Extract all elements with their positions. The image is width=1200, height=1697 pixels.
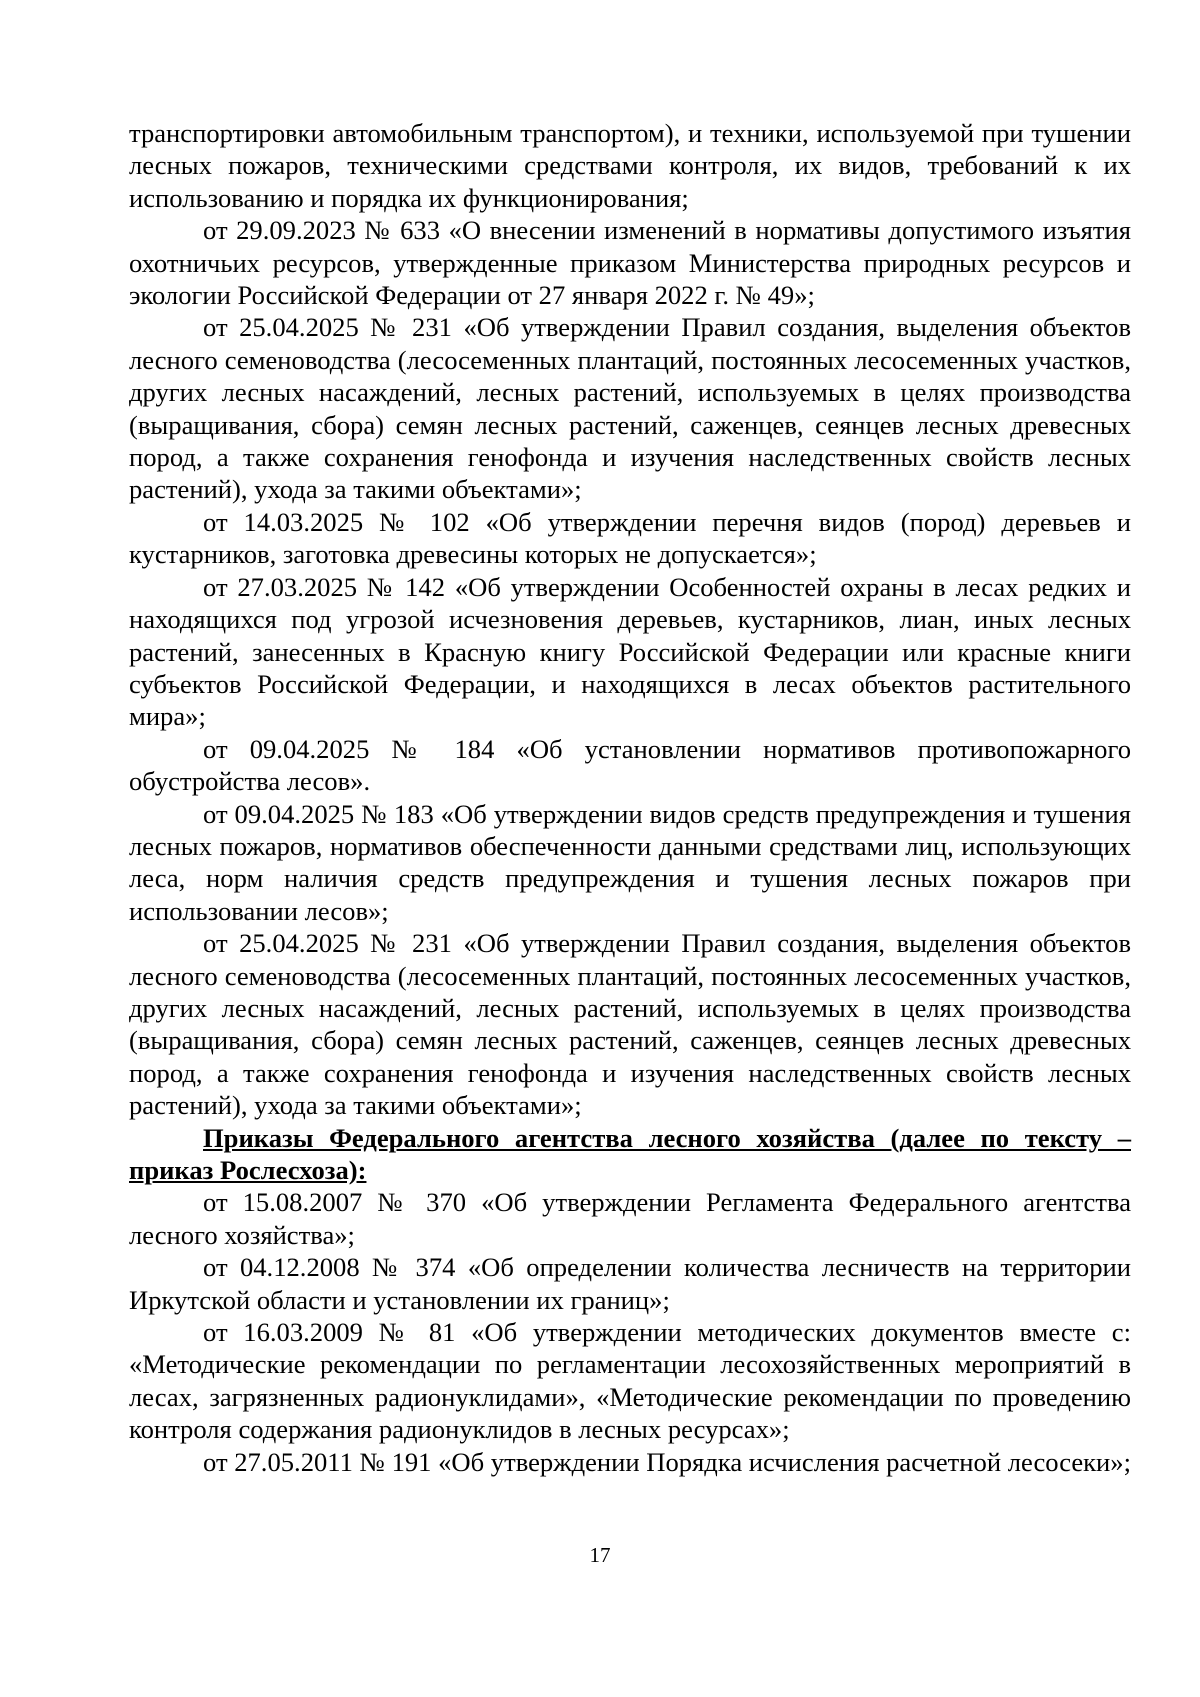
- paragraph-order-231: от 25.04.2025 № 231 «Об утверждении Правил создания, выделения объектов лесного семеноводства (лесосеменных плантаций, постоянных лесосеменных участков, других лесных насаждений, лесных растений, используемых в целях производства (выращивания, сбора) семян лесных растений, саженцев, сеянцев лесных древесных пород, а также сохранения генофонда и изучения наследственных свойств лесных растений), ухода за такими объектами»;: [129, 312, 1131, 505]
- paragraph-order-102: от 14.03.2025 № 102 «Об утверждении перечня видов (пород) деревьев и кустарников, заготовка древесины которых не допускается»;: [129, 506, 1131, 570]
- paragraph-order-191: от 27.05.2011 № 191 «Об утверждении Порядка исчисления расчетной лесосеки»;: [203, 1446, 1131, 1477]
- paragraph-order-633: от 29.09.2023 № 633 «О внесении изменений в нормативы допустимого изъятия охотничьих ресурсов, утвержденные приказом Министерства природных ресурсов и экологии Российской Федерации от 27 января 2022 г. № 49»;: [129, 215, 1131, 311]
- paragraph-order-231-repeat: от 25.04.2025 № 231 «Об утверждении Правил создания, выделения объектов лесного семеноводства (лесосеменных плантаций, постоянных лесосеменных участков, других лесных насаждений, лесных растений, используемых в целях производства (выращивания, сбора) семян лесных растений, саженцев, сеянцев лесных древесных пород, а также сохранения генофонда и изучения наследственных свойств лесных растений), ухода за такими объектами»;: [129, 928, 1131, 1121]
- paragraph-order-374: от 04.12.2008 № 374 «Об определении количества лесничеств на территории Иркутской области и установлении их границ»;: [129, 1252, 1131, 1315]
- paragraph-order-81: от 16.03.2009 № 81 «Об утверждении методических документов вместе с: «Методические рекомендации по регламентации лесохозяйственных мероприятий в лесах, загрязненных радионуклидами», «Методические рекомендации по проведению контроля содержания радионуклидов в лесных ресурсах»;: [129, 1317, 1131, 1445]
- paragraph-order-183: от 09.04.2025 № 183 «Об утверждении видов средств предупреждения и тушения лесных пожаров, нормативов обеспеченности данными средствами лиц, использующих леса, норм наличия средств предупреждения и тушения лесных пожаров при использовании лесов»;: [129, 798, 1131, 926]
- paragraph-order-370: от 15.08.2007 № 370 «Об утверждении Регламента Федерального агентства лесного хозяйства»;: [129, 1187, 1131, 1250]
- paragraph-continued: транспортировки автомобильным транспортом), и техники, используемой при тушении лесных пожаров, техническими средствами контроля, их видов, требований к их использованию и порядка их функционирования;: [129, 118, 1131, 213]
- paragraph-order-184: от 09.04.2025 № 184 «Об установлении нормативов противопожарного обустройства лесов».: [129, 733, 1131, 797]
- paragraph-order-142: от 27.03.2025 № 142 «Об утверждении Особенностей охраны в лесах редких и находящихся под угрозой исчезновения деревьев, кустарников, лиан, иных лесных растений, занесенных в Красную книгу Российской Федерации или красные книги субъектов Российской Федерации, и находящихся в лесах объектов растительного мира»;: [129, 571, 1131, 732]
- page-number: 17: [589, 1543, 611, 1567]
- section-heading: Приказы Федерального агентства лесного хозяйства (далее по тексту – приказ Рослесхоза):: [129, 1122, 1131, 1185]
- document-body: [129, 117, 1131, 1478]
